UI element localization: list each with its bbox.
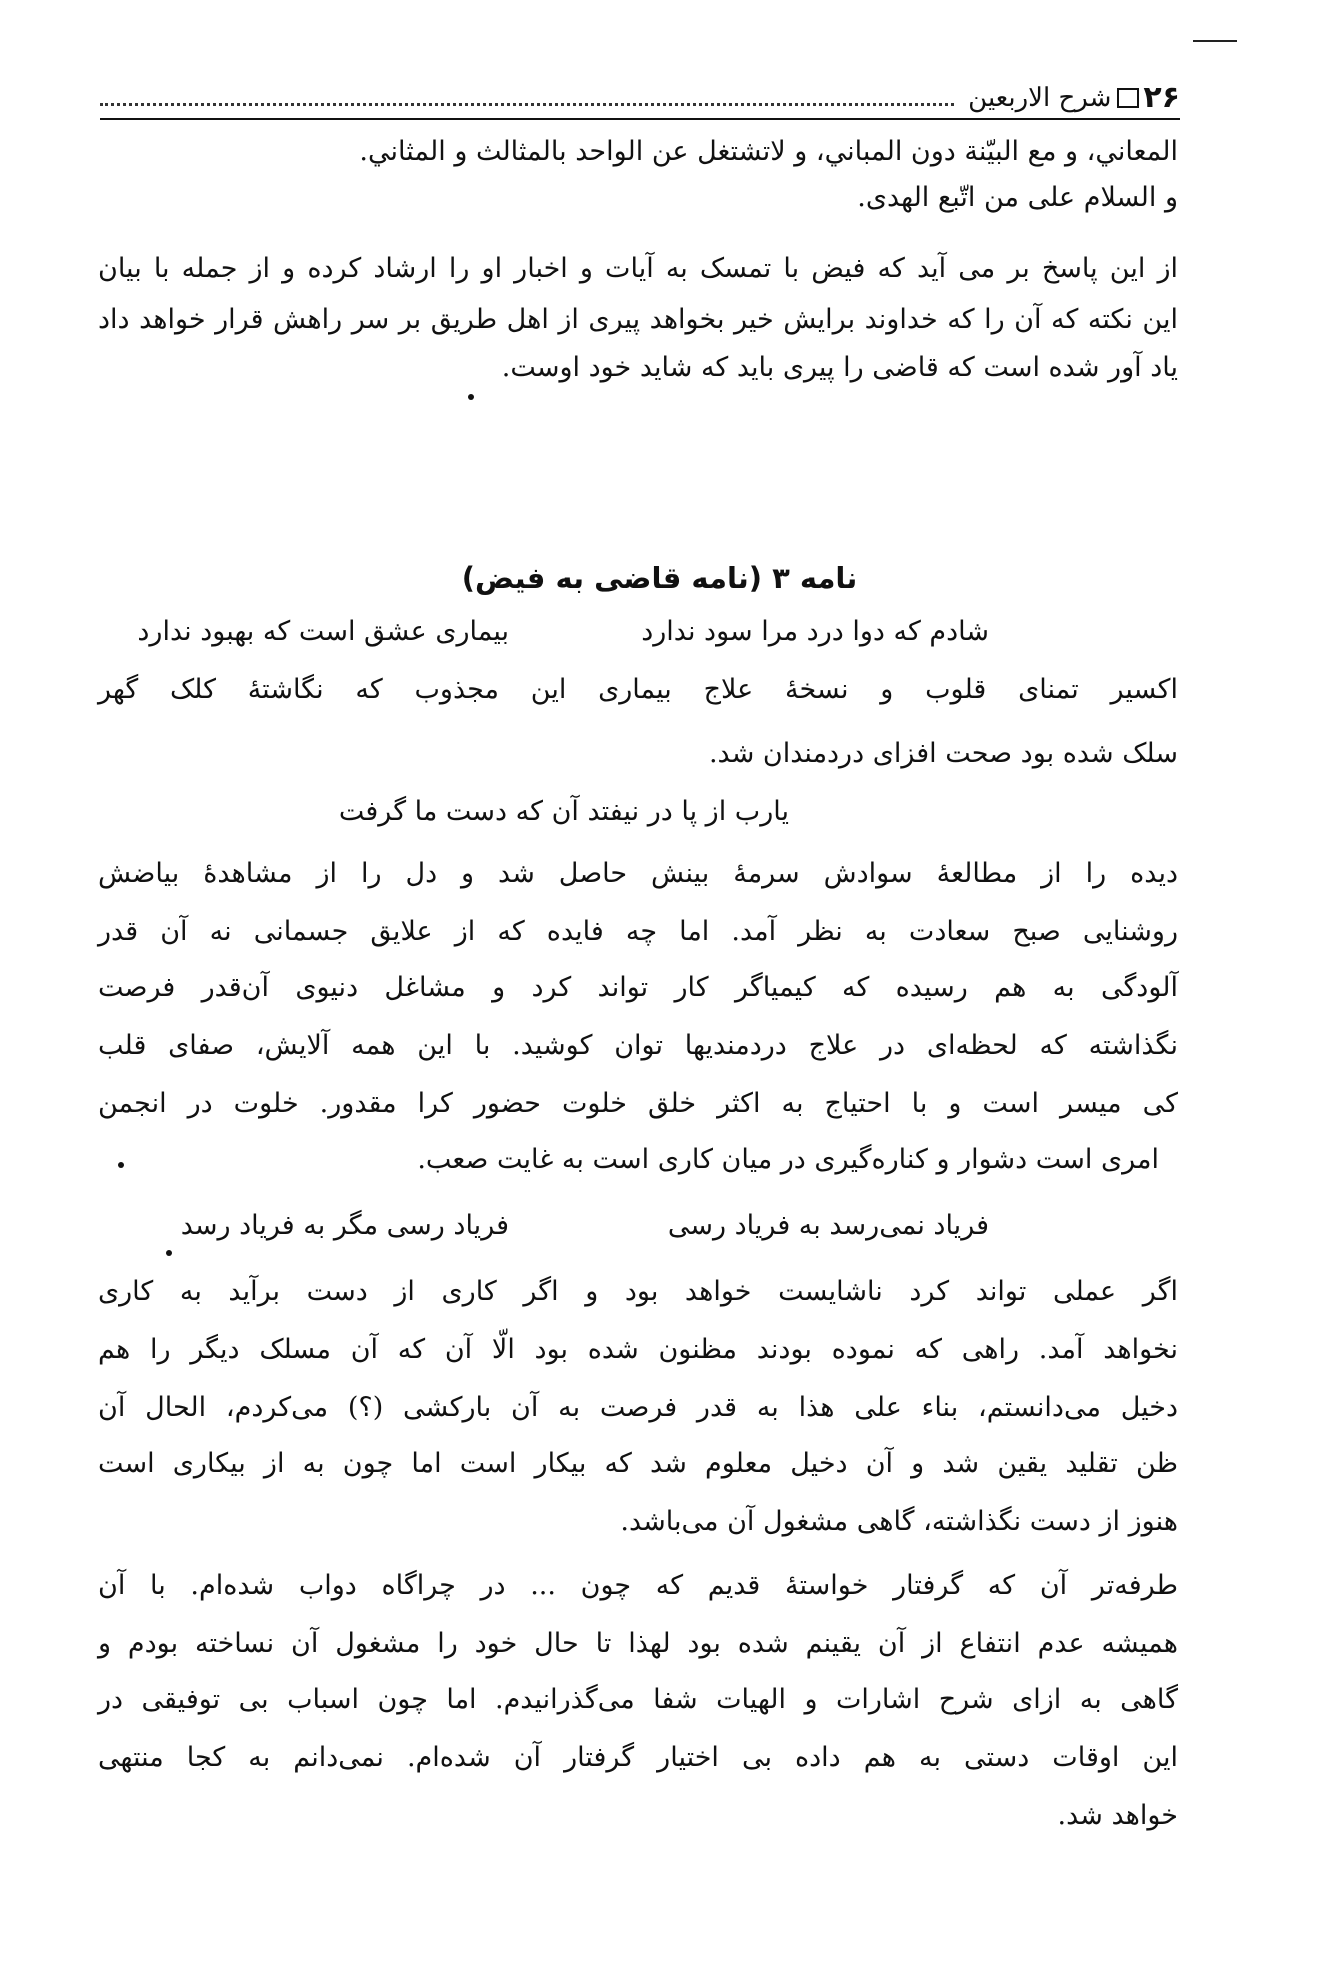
text-line: این نکته که آن را که خداوند برایش خیر بخواهد پیری از اهل طریق بر سر راهش قرار خواهد داد xyxy=(98,304,1178,335)
text-line: از این پاسخ بر می آید که فیض با تمسک به آیات و اخبار او را ارشاد کرده و از جمله با بیان xyxy=(98,253,1178,284)
running-title: شرح الاربعین xyxy=(968,83,1112,113)
ink-speck xyxy=(166,1250,172,1256)
text-line: یاد آور شده است که قاضی را پیری باید که شاید خود اوست. xyxy=(501,352,1178,383)
text-line: اکسیر تمنای قلوب و نسخهٔ علاج بیماری این مجذوب که نگاشتهٔ کلک گهر xyxy=(98,674,1178,705)
text-line: دخیل می‌دانستم، بناء علی هذا به قدر فرصت به آن بارکشی (؟) می‌کردم، الحال آن xyxy=(98,1392,1178,1423)
text-line: آلودگی به هم رسیده که کیمیاگر کار تواند کرد و مشاغل دنیوی آن‌قدر فرصت xyxy=(98,972,1178,1003)
section-heading: نامه ۳ (نامه قاضی به فیض) xyxy=(461,561,858,595)
text-line: خواهد شد. xyxy=(1057,1800,1178,1831)
header-dot-leader xyxy=(100,103,954,106)
verse-line: یارب از پا در نیفتد آن که دست ما گرفت xyxy=(338,796,789,827)
text-line: نگذاشته که لحظه‌ای در علاج دردمندیها توان کوشید. با این همه آلایش، صفای قلب xyxy=(98,1030,1178,1061)
text-line: طرفه‌تر آن که گرفتار خواستهٔ قدیم که چون ... در چراگاه دواب شده‌ام. با آن xyxy=(98,1570,1178,1601)
text-line: المعاني، و مع البیّنة دون المباني، و لاتشتغل عن الواحد بالمثالث و المثاني. xyxy=(359,136,1178,167)
page-header xyxy=(100,70,1180,118)
text-line: امری است دشوار و کناره‌گیری در میان کاری است به غایت صعب. xyxy=(417,1144,1159,1175)
text-line: کی میسر است و با احتیاج به اکثر خلق خلوت حضور کرا مقدور. خلوت در انجمن xyxy=(98,1088,1178,1119)
text-line: این اوقات دستی به هم داده بی اختیار گرفتار آن شده‌ام. نمی‌دانم به کجا منتهی xyxy=(98,1742,1178,1773)
text-line: نخواهد آمد. راهی که نموده بودند مظنون شده بود الّا آن که آن مسلک دیگر را هم xyxy=(98,1334,1178,1365)
corner-rule-mark xyxy=(1193,40,1237,42)
verse-hemistich-right: فریاد نمی‌رسد به فریاد رسی xyxy=(667,1210,989,1241)
ink-speck xyxy=(118,1162,124,1168)
text-line: و السلام علی من اتّبع الهدی. xyxy=(857,182,1178,213)
text-line: هنوز از دست نگذاشته، گاهی مشغول آن می‌باشد. xyxy=(620,1506,1178,1537)
header-box-ornament xyxy=(1117,88,1139,108)
verse-hemistich-left: فریاد رسی مگر به فریاد رسد xyxy=(180,1210,509,1241)
text-line: روشنایی صبح سعادت به نظر آمد. اما چه فایده که از علایق جسمانی نه آن قدر xyxy=(98,916,1178,947)
text-line: همیشه عدم انتفاع از آن یقینم شده بود لهذا تا حال خود را مشغول آن نساخته بودم و xyxy=(98,1628,1178,1659)
ink-speck xyxy=(468,394,474,400)
verse-hemistich-left: بیماری عشق است که بهبود ندارد xyxy=(137,616,509,647)
page-number: ۲۶ xyxy=(1143,80,1180,115)
text-line: گاهی به ازای شرح اشارات و الهیات شفا می‌گذرانیدم. اما چون اسباب بی توفیقی در xyxy=(98,1684,1178,1715)
text-line: سلک شده بود صحت افزای دردمندان شد. xyxy=(708,738,1178,769)
text-line: ظن تقلید یقین شد و آن دخیل معلوم شد که بیکار است اما چون به از بیکاری است xyxy=(98,1448,1178,1479)
text-line: اگر عملی تواند کرد ناشایست خواهد بود و اگر کاری از دست برآید به کاری xyxy=(98,1276,1178,1307)
header-rule xyxy=(100,118,1180,120)
verse-hemistich-right: شادم که دوا درد مرا سود ندارد xyxy=(641,616,989,647)
text-line: دیده را از مطالعهٔ سوادش سرمهٔ بینش حاصل شد و دل را از مشاهدهٔ بیاضش xyxy=(98,858,1178,889)
